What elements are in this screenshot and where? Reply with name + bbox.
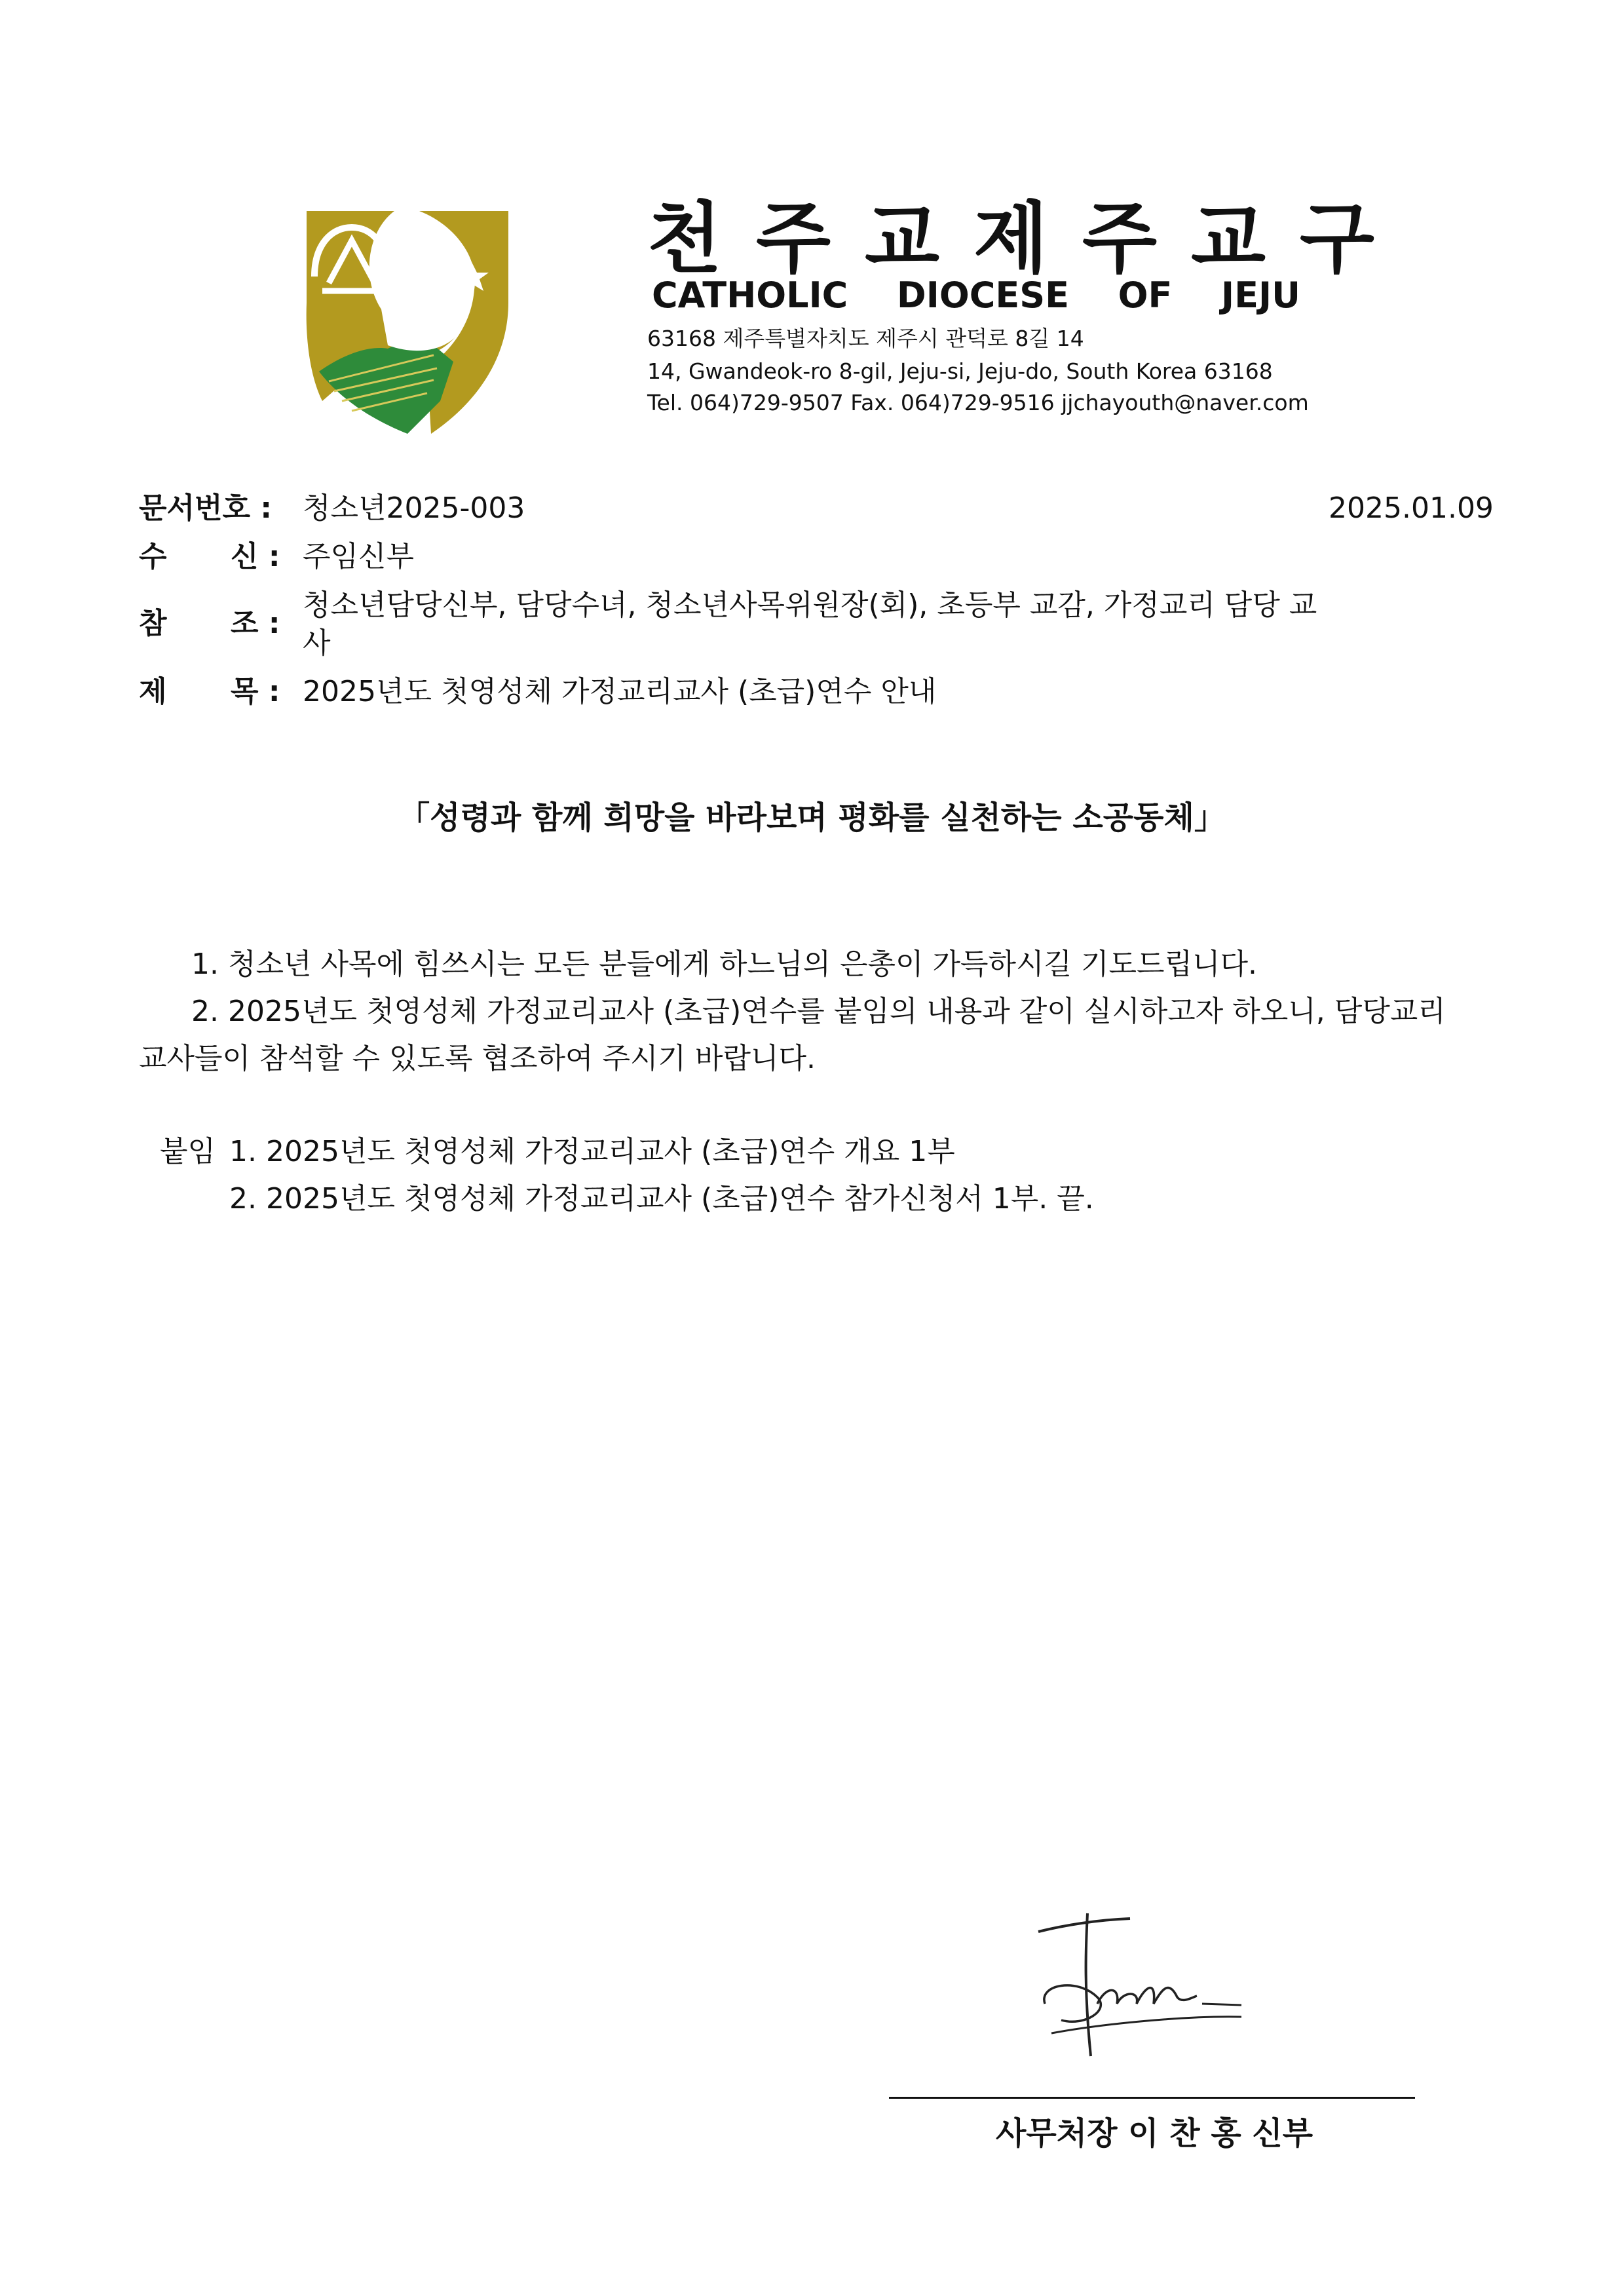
signature-line <box>889 2097 1415 2099</box>
diocese-emblem-icon <box>303 204 512 439</box>
reference-label-1: 참 <box>139 607 167 640</box>
subject-label-2: 목 : <box>231 675 280 708</box>
org-name-en-word: CATHOLIC <box>652 275 848 316</box>
paragraph-2-line-2: 교사들이 참석할 수 있도록 협조하여 주시기 바랍니다. <box>139 1042 816 1075</box>
address-ko: 63168 제주특별자치도 제주시 관덕로 8길 14 <box>647 326 1084 351</box>
handwritten-signature <box>1025 1905 1300 2076</box>
contact-info: Tel. 064)729-9507 Fax. 064)729-9516 jjchayouth@naver.com <box>647 390 1309 415</box>
doc-number: 청소년2025-003 <box>303 491 525 525</box>
paragraph-2-line-1: 2. 2025년도 첫영성체 가정교리교사 (초급)연수를 붙임의 내용과 같이 실시하고자 하오니, 담당교리 <box>191 995 1446 1028</box>
attachment-item-2: 2. 2025년도 첫영성체 가정교리교사 (초급)연수 참가신청서 1부. 끝. <box>229 1182 1094 1215</box>
subject-label-1: 제 <box>139 675 167 708</box>
org-name-en <box>652 275 1300 316</box>
motto: 「성령과 함께 희망을 바라보며 평화를 실천하는 소공동체」 <box>398 799 1226 836</box>
reference-line-1: 청소년담당신부, 담당수녀, 청소년사목위원장(회), 초등부 교감, 가정교리 담당 교 <box>303 588 1317 622</box>
org-name-en-word: OF <box>1118 275 1173 316</box>
signer-name: 사무처장 이 찬 홍 신부 <box>996 2115 1313 2152</box>
attachment-item-1: 1. 2025년도 첫영성체 가정교리교사 (초급)연수 개요 1부 <box>229 1135 955 1168</box>
doc-number-label: 문서번호 : <box>139 491 272 525</box>
recipient: 주임신부 <box>303 540 415 573</box>
doc-date: 2025.01.09 <box>1329 491 1494 525</box>
attachment-label: 붙임 <box>160 1135 216 1168</box>
org-name-ko: 천주교제주교구 <box>647 193 1408 284</box>
subject: 2025년도 첫영성체 가정교리교사 (초급)연수 안내 <box>303 675 937 708</box>
org-name-en-word: DIOCESE <box>896 275 1070 316</box>
address-en: 14, Gwandeok-ro 8-gil, Jeju-si, Jeju-do, South Korea 63168 <box>647 358 1273 384</box>
paragraph-1: 1. 청소년 사목에 힘쓰시는 모든 분들에게 하느님의 은총이 가득하시길 기도드립니다. <box>191 947 1257 981</box>
org-name-en-word: JEJU <box>1221 275 1300 316</box>
reference-label-2: 조 : <box>231 607 280 640</box>
recipient-label-2: 신 : <box>231 540 280 573</box>
recipient-label-1: 수 <box>139 540 167 573</box>
reference-line-2: 사 <box>303 626 331 660</box>
